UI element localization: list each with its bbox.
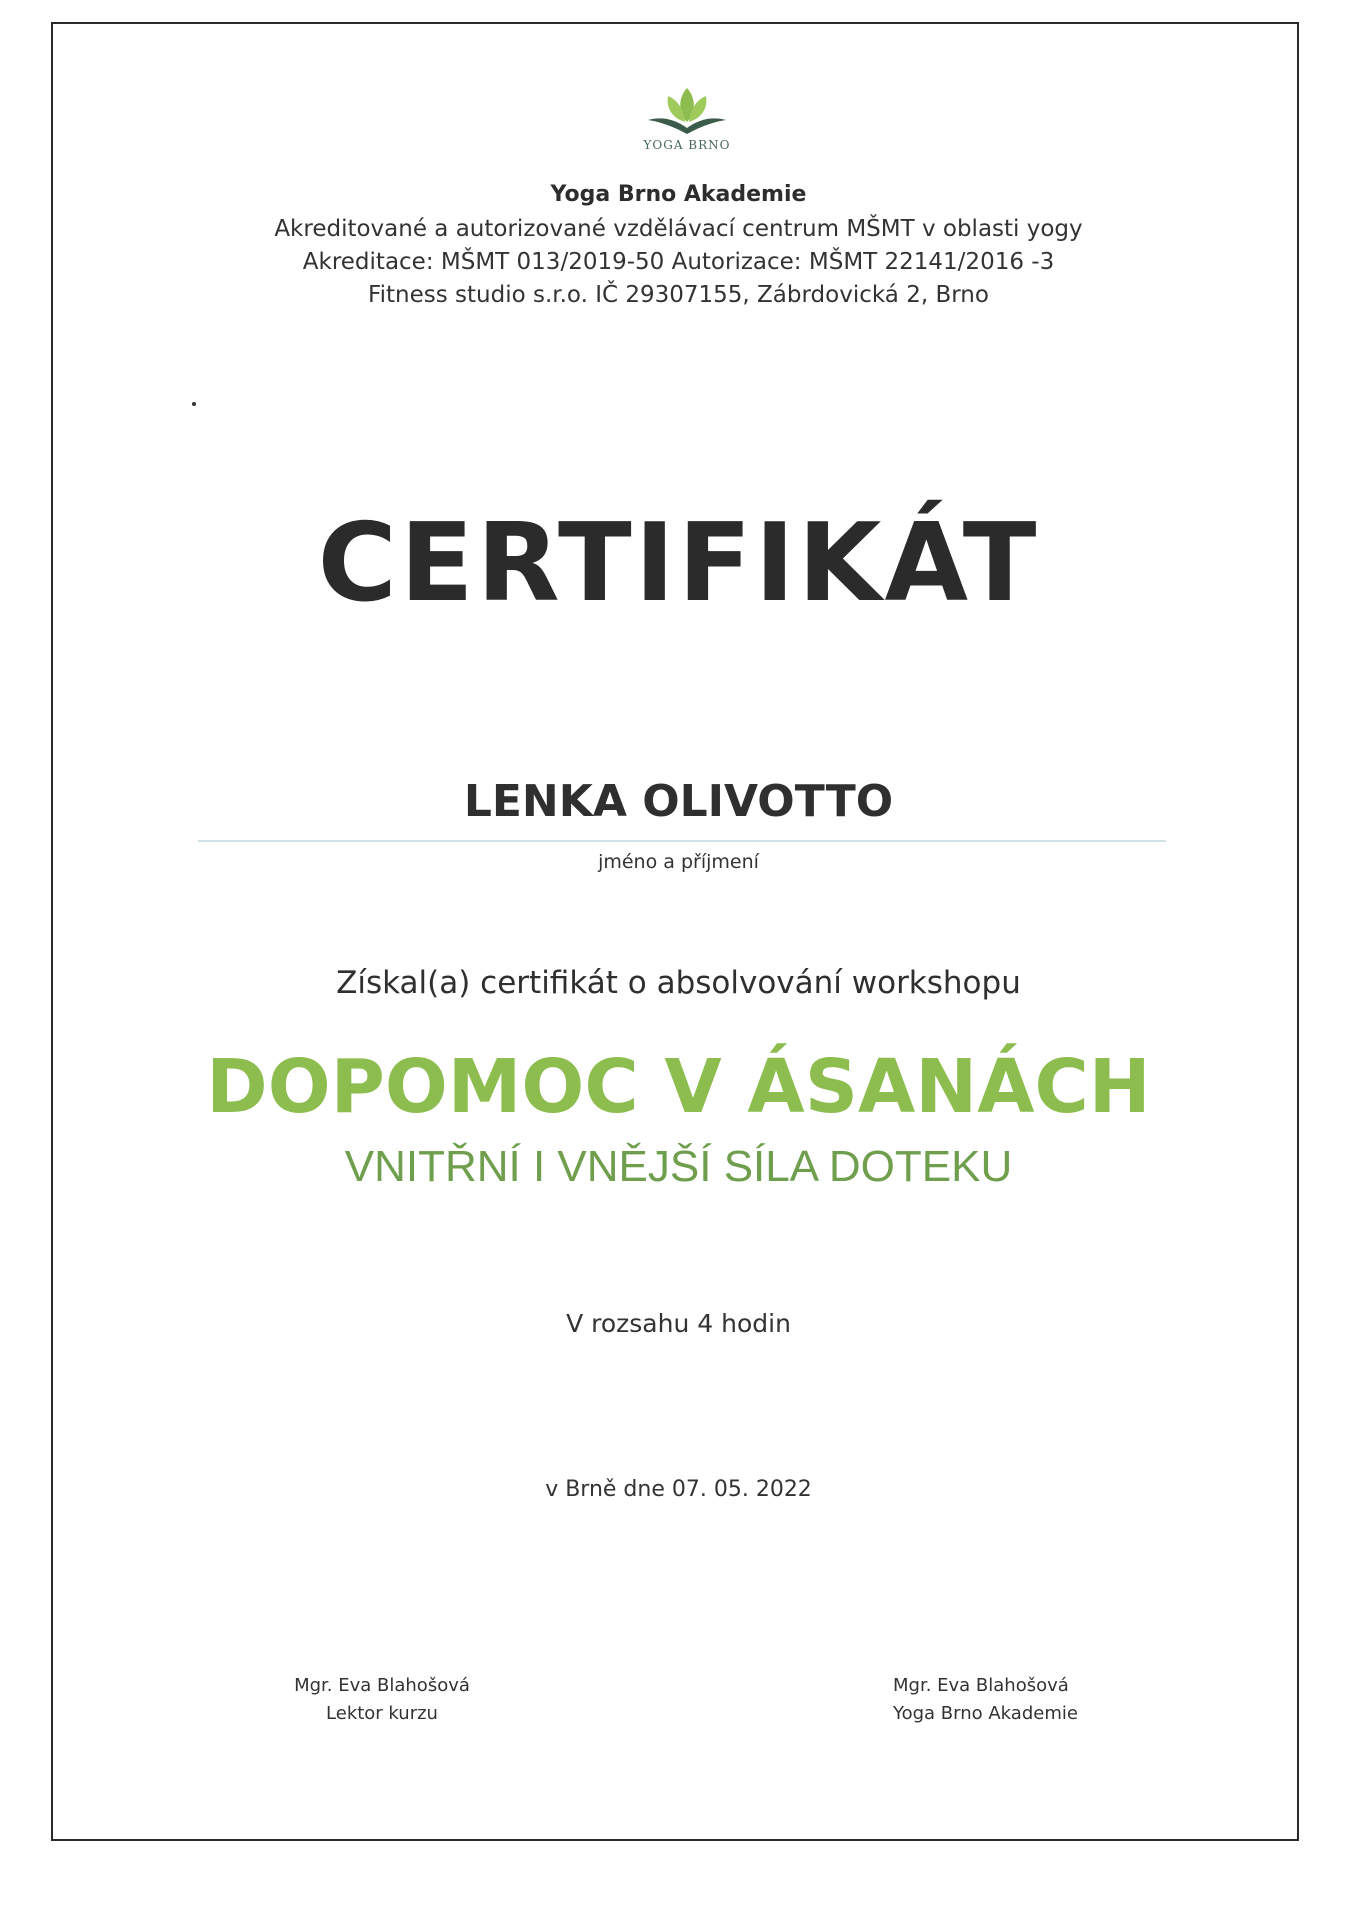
certificate-intro: Získal(a) certifikát o absolvování workshopu xyxy=(336,965,1021,1001)
course-title: DOPOMOC V ÁSANÁCH xyxy=(206,1044,1151,1130)
signature-block-lecturer xyxy=(232,1672,532,1728)
issue-date: v Brně dne 07. 05. 2022 xyxy=(545,1477,812,1502)
organization-address-line: Fitness studio s.r.o. IČ 29307155, Zábrdovická 2, Brno xyxy=(368,282,989,308)
organization-name: Yoga Brno Akademie xyxy=(550,182,807,207)
yoga-brno-logo xyxy=(628,80,746,156)
recipient-name: LENKA OLIVOTTO xyxy=(463,776,894,827)
logo-text: YOGA BRNO xyxy=(643,138,731,152)
course-duration: V rozsahu 4 hodin xyxy=(566,1309,791,1338)
signature-block-academy xyxy=(893,1672,1193,1728)
signature-role: Yoga Brno Akademie xyxy=(893,1703,1078,1724)
course-subtitle: VNITŘNÍ I VNĚJŠÍ SÍLA DOTEKU xyxy=(344,1142,1013,1191)
scan-speck xyxy=(192,402,196,406)
signature-role: Lektor kurzu xyxy=(326,1703,438,1724)
name-caption: jméno a příjmení xyxy=(598,851,759,873)
organization-accreditation-line: Akreditované a autorizované vzdělávací centrum MŠMT v oblasti yogy xyxy=(274,216,1083,242)
signature-name: Mgr. Eva Blahošová xyxy=(294,1675,470,1696)
certificate-title: CERTIFIKÁT xyxy=(317,501,1040,626)
organization-registration-line: Akreditace: MŠMT 013/2019-50 Autorizace: MŠMT 22141/2016 -3 xyxy=(302,249,1055,275)
signature-name: Mgr. Eva Blahošová xyxy=(893,1675,1069,1696)
name-underline xyxy=(198,840,1166,842)
lotus-icon xyxy=(628,80,746,140)
